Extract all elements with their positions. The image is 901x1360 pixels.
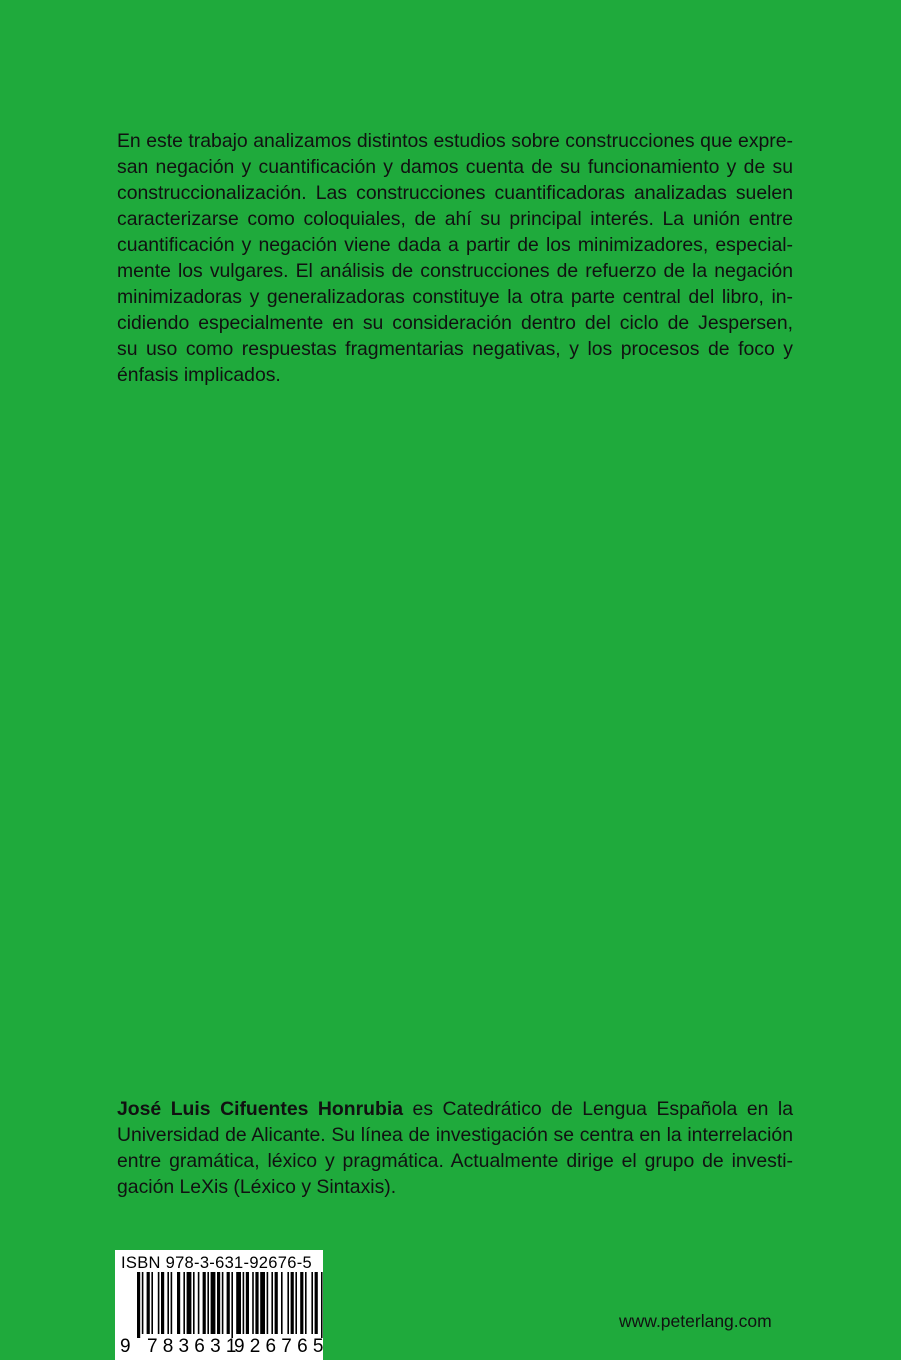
blurb-line: minimizadoras y generalizadoras constituye la otra parte central del libro, in-: [117, 286, 793, 308]
back-cover-blurb: [117, 128, 793, 388]
blurb-line: mente los vulgares. El análisis de construcciones de refuerzo de la negación: [117, 260, 793, 282]
barcode-digit-right: 926765: [234, 1336, 329, 1357]
bio-line: entre gramática, léxico y pragmática. Actualmente dirige el grupo de investi-: [117, 1150, 793, 1172]
barcode-digit-left: 783631: [147, 1336, 242, 1357]
blurb-line: san negación y cuantificación y damos cuenta de su funcionamiento y de su: [117, 156, 793, 178]
blurb-line: cuantificación y negación viene dada a partir de los minimizadores, especial-: [117, 234, 793, 256]
blurb-line: énfasis implicados.: [117, 364, 281, 386]
author-name: José Luis Cifuentes Honrubia: [117, 1098, 404, 1120]
bio-line: gación LeXis (Léxico y Sintaxis).: [117, 1176, 397, 1198]
blurb-line: En este trabajo analizamos distintos estudios sobre construcciones que expre-: [117, 130, 793, 152]
bio-line: [117, 1096, 793, 1122]
publisher-url: www.peterlang.com: [619, 1311, 772, 1331]
blurb-line: caracterizarse como coloquiales, de ahí su principal interés. La unión entre: [117, 208, 793, 230]
blurb-line: su uso como respuestas fragmentarias negativas, y los procesos de foco y: [117, 338, 793, 360]
author-bio: [117, 1096, 793, 1200]
isbn-barcode: [115, 1250, 329, 1360]
barcode-digit-prefix: 9: [120, 1336, 131, 1357]
blurb-line: construccionalización. Las construcciones cuantificadoras analizadas suelen: [117, 182, 793, 204]
blurb-line: cidiendo especialmente en su consideración dentro del ciclo de Jespersen,: [117, 312, 793, 334]
barcode-bars: [115, 1272, 323, 1338]
bio-line-rest: es Catedrático de Lengua Española en la: [403, 1098, 793, 1120]
bio-line: Universidad de Alicante. Su línea de investigación se centra en la interrelación: [117, 1124, 793, 1146]
isbn-label: ISBN 978-3-631-92676-5: [121, 1254, 312, 1272]
